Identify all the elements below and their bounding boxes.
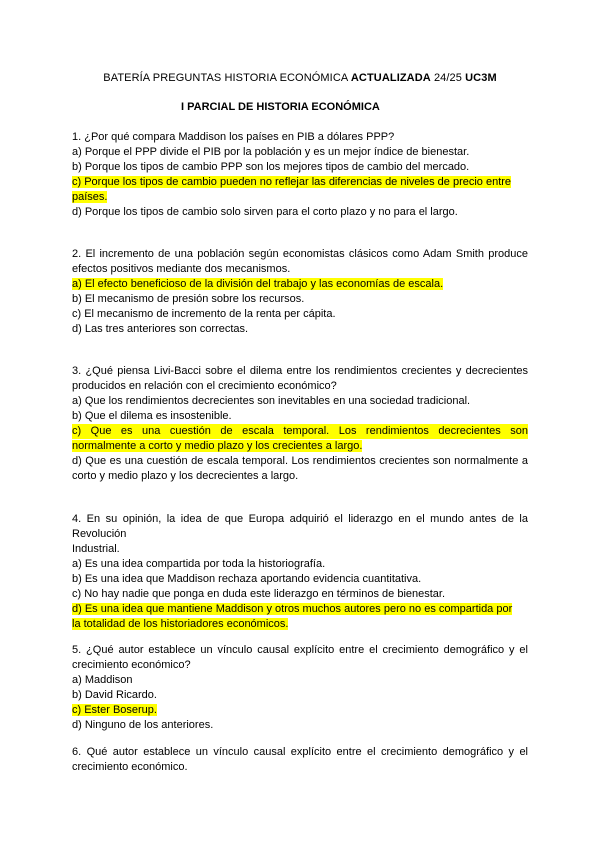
question-6 <box>72 745 528 775</box>
question-1 <box>72 130 528 220</box>
question-4-option-c: c) No hay nadie que ponga en duda este liderazgo en términos de bienestar. <box>72 588 446 600</box>
question-3-text-line1: 3. ¿Qué piensa Livi-Bacci sobre el dilema entre los rendimientos crecientes y decrecientes <box>72 365 528 377</box>
question-5-text-line1: 5. ¿Qué autor establece un vínculo causal explícito entre el crecimiento demográfico y el <box>72 644 528 656</box>
question-6-text-line1: 6. Qué autor establece un vínculo causal explícito entre el crecimiento demográfico y el <box>72 746 528 758</box>
question-5-option-d: d) Ninguno de los anteriores. <box>72 719 214 731</box>
question-3-option-d-line1: d) Que es una cuestión de escala temporal. Los rendimientos crecientes son normalmente a <box>72 455 528 467</box>
question-3-option-b: b) Que el dilema es insostenible. <box>72 410 232 422</box>
question-2-text-line2: efectos positivos mediante dos mecanismos. <box>72 263 291 275</box>
question-5-option-a: a) Maddison <box>72 674 133 686</box>
question-4-text-line3: Industrial. <box>72 543 120 555</box>
question-2-option-a: a) El efecto beneficioso de la división del trabajo y las economías de escala. <box>72 278 444 290</box>
question-5-text-line2: crecimiento económico? <box>72 659 191 671</box>
question-3-option-a: a) Que los rendimientos decrecientes son inevitables en una sociedad tradicional. <box>72 395 471 407</box>
question-1-option-a: a) Porque el PPP divide el PIB por la población y es un mejor índice de bienestar. <box>72 146 470 158</box>
question-5-option-c: c) Ester Boserup. <box>72 704 157 716</box>
question-4 <box>72 512 528 632</box>
question-2-text-line1: 2. El incremento de una población según economistas clásicos como Adam Smith produce <box>72 248 528 260</box>
question-5 <box>72 643 528 733</box>
question-2-option-d: d) Las tres anteriores son correctas. <box>72 323 249 335</box>
question-4-option-d-line2: la totalidad de los historiadores económicos. <box>72 618 289 630</box>
question-2-option-c: c) El mecanismo de incremento de la renta per cápita. <box>72 308 336 320</box>
question-4-option-b: b) Es una idea que Maddison rechaza aportando evidencia cuantitativa. <box>72 573 422 585</box>
question-1-option-d: d) Porque los tipos de cambio solo sirven para el corto plazo y no para el largo. <box>72 206 458 218</box>
question-4-text-line1: 4. En su opinión, la idea de que Europa adquirió el liderazgo en el mundo antes de la <box>72 513 528 525</box>
question-5-option-b: b) David Ricardo. <box>72 689 157 701</box>
question-2 <box>72 247 528 337</box>
question-3-text-line2: producidos en relación con el crecimiento económico? <box>72 380 337 392</box>
question-3-option-c-line2: normalmente a corto y medio plazo y los crecientes a largo. <box>72 440 363 452</box>
question-1-option-b: b) Porque los tipos de cambio PPP son los mejores tipos de cambio del mercado. <box>72 161 470 173</box>
question-4-option-d-line1: d) Es una idea que mantiene Maddison y otros muchos autores pero no es compartida por <box>72 603 513 615</box>
header-middle: 24/25 <box>430 72 466 84</box>
question-6-text-line2: crecimiento económico. <box>72 761 188 773</box>
question-1-option-c-line2: países. <box>72 191 108 203</box>
question-4-text-line2: Revolución <box>72 528 127 540</box>
header-bold-actualizada: ACTUALIZADA <box>350 72 431 84</box>
question-3 <box>72 364 528 484</box>
question-2-option-b: b) El mecanismo de presión sobre los recursos. <box>72 293 305 305</box>
document-subtitle: I PARCIAL DE HISTORIA ECONÓMICA <box>181 101 380 113</box>
header-prefix: BATERÍA PREGUNTAS HISTORIA ECONÓMICA <box>103 72 351 84</box>
question-4-option-a: a) Es una idea compartida por toda la historiografía. <box>72 558 326 570</box>
question-1-text: 1. ¿Por qué compara Maddison los países en PIB a dólares PPP? <box>72 131 395 143</box>
question-3-option-d-line2: corto y medio plazo y los decrecientes a largo. <box>72 470 299 482</box>
document-header <box>0 72 600 84</box>
header-bold-uc3m: UC3M <box>465 72 497 84</box>
question-3-option-c-line1: c) Que es una cuestión de escala temporal. Los rendimientos decrecientes son <box>72 425 528 437</box>
question-1-option-c-line1: c) Porque los tipos de cambio pueden no reflejar las diferencias de niveles de precio entre <box>72 176 512 188</box>
